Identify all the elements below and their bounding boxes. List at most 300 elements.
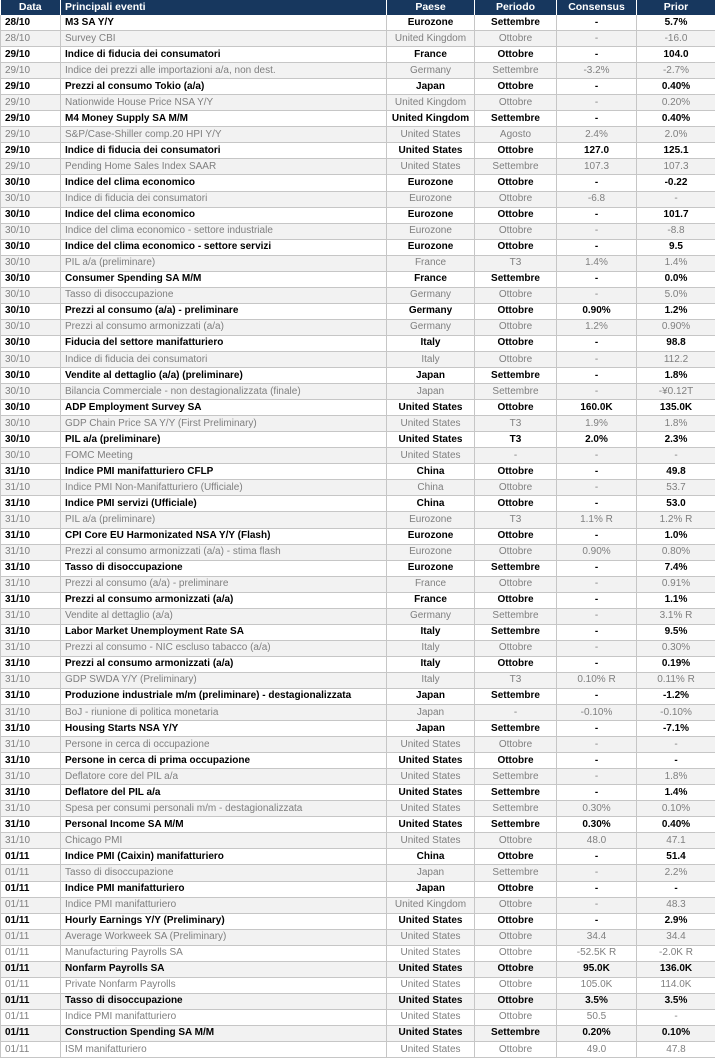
cell-consensus: -: [557, 913, 637, 929]
cell-country: Germany: [387, 287, 475, 303]
cell-date: 31/10: [1, 672, 61, 688]
cell-event: Tasso di disoccupazione: [61, 993, 387, 1009]
cell-prior: -¥0.12T: [637, 384, 715, 400]
cell-prior: 53.0: [637, 496, 715, 512]
cell-event: Prezzi al consumo armonizzati (a/a): [61, 319, 387, 335]
cell-country: United States: [387, 1042, 475, 1058]
cell-consensus: -52.5K R: [557, 945, 637, 961]
cell-country: United States: [387, 913, 475, 929]
cell-period: Ottobre: [475, 47, 557, 63]
cell-date: 30/10: [1, 448, 61, 464]
cell-country: Italy: [387, 624, 475, 640]
cell-country: Eurozone: [387, 528, 475, 544]
cell-date: 31/10: [1, 624, 61, 640]
cell-period: Settembre: [475, 721, 557, 737]
cell-prior: 1.8%: [637, 416, 715, 432]
cell-prior: -16.0: [637, 31, 715, 47]
table-row: [1, 721, 715, 737]
cell-country: United States: [387, 416, 475, 432]
table-row: [1, 608, 715, 624]
cell-event: Prezzi al consumo armonizzati (a/a): [61, 592, 387, 608]
table-row: [1, 993, 715, 1009]
cell-period: Ottobre: [475, 1042, 557, 1058]
cell-country: Germany: [387, 319, 475, 335]
cell-date: 28/10: [1, 15, 61, 31]
cell-event: Prezzi al consumo Tokio (a/a): [61, 79, 387, 95]
cell-consensus: -: [557, 351, 637, 367]
cell-date: 30/10: [1, 416, 61, 432]
cell-consensus: 0.30%: [557, 801, 637, 817]
cell-period: T3: [475, 432, 557, 448]
cell-country: China: [387, 480, 475, 496]
cell-prior: 5.0%: [637, 287, 715, 303]
cell-prior: 1.1%: [637, 592, 715, 608]
cell-consensus: -: [557, 769, 637, 785]
cell-event: Tasso di disoccupazione: [61, 560, 387, 576]
cell-date: 30/10: [1, 191, 61, 207]
cell-prior: -0.22: [637, 175, 715, 191]
cell-event: Housing Starts NSA Y/Y: [61, 721, 387, 737]
cell-event: Indice PMI manifatturiero: [61, 897, 387, 913]
cell-period: Ottobre: [475, 351, 557, 367]
cell-country: Eurozone: [387, 239, 475, 255]
cell-period: Ottobre: [475, 881, 557, 897]
cell-prior: -2.7%: [637, 63, 715, 79]
cell-event: Produzione industriale m/m (preliminare) - destagionalizzata: [61, 688, 387, 704]
table-row: [1, 977, 715, 993]
cell-country: United States: [387, 143, 475, 159]
cell-period: Ottobre: [475, 929, 557, 945]
cell-date: 29/10: [1, 127, 61, 143]
cell-consensus: -: [557, 207, 637, 223]
cell-consensus: -: [557, 47, 637, 63]
cell-prior: 0.19%: [637, 656, 715, 672]
cell-period: Settembre: [475, 111, 557, 127]
cell-event: ADP Employment Survey SA: [61, 400, 387, 416]
cell-event: Indice del clima economico - settore servizi: [61, 239, 387, 255]
cell-consensus: -: [557, 656, 637, 672]
table-row: [1, 1009, 715, 1025]
cell-date: 29/10: [1, 95, 61, 111]
cell-country: United States: [387, 448, 475, 464]
cell-event: Persone in cerca di occupazione: [61, 737, 387, 753]
cell-event: Fiducia del settore manifatturiero: [61, 335, 387, 351]
cell-event: M4 Money Supply SA M/M: [61, 111, 387, 127]
cell-event: Tasso di disoccupazione: [61, 865, 387, 881]
cell-prior: 9.5: [637, 239, 715, 255]
cell-country: United States: [387, 785, 475, 801]
cell-period: Ottobre: [475, 303, 557, 319]
table-row: [1, 31, 715, 47]
cell-date: 29/10: [1, 63, 61, 79]
cell-consensus: -: [557, 95, 637, 111]
cell-consensus: 1.4%: [557, 255, 637, 271]
cell-period: Ottobre: [475, 737, 557, 753]
cell-consensus: -: [557, 239, 637, 255]
cell-date: 31/10: [1, 480, 61, 496]
cell-consensus: 1.9%: [557, 416, 637, 432]
table-row: [1, 175, 715, 191]
cell-date: 30/10: [1, 400, 61, 416]
cell-prior: 2.0%: [637, 127, 715, 143]
table-row: [1, 560, 715, 576]
cell-country: United Kingdom: [387, 111, 475, 127]
cell-date: 01/11: [1, 961, 61, 977]
cell-period: Ottobre: [475, 592, 557, 608]
cell-event: Vendite al dettaglio (a/a) (preliminare): [61, 368, 387, 384]
cell-consensus: 107.3: [557, 159, 637, 175]
cell-period: Ottobre: [475, 480, 557, 496]
table-row: [1, 705, 715, 721]
cell-country: Italy: [387, 335, 475, 351]
table-row: [1, 737, 715, 753]
cell-date: 31/10: [1, 640, 61, 656]
cell-event: GDP Chain Price SA Y/Y (First Preliminary): [61, 416, 387, 432]
cell-consensus: -: [557, 287, 637, 303]
cell-country: Eurozone: [387, 223, 475, 239]
cell-consensus: 0.10% R: [557, 672, 637, 688]
cell-prior: -: [637, 1009, 715, 1025]
cell-date: 01/11: [1, 977, 61, 993]
table-row: [1, 464, 715, 480]
cell-prior: 47.1: [637, 833, 715, 849]
cell-event: Persone in cerca di prima occupazione: [61, 753, 387, 769]
cell-period: Settembre: [475, 688, 557, 704]
cell-date: 31/10: [1, 464, 61, 480]
table-row: [1, 239, 715, 255]
cell-period: Settembre: [475, 817, 557, 833]
cell-date: 01/11: [1, 945, 61, 961]
cell-event: Vendite al dettaglio (a/a): [61, 608, 387, 624]
cell-consensus: 50.5: [557, 1009, 637, 1025]
cell-event: Chicago PMI: [61, 833, 387, 849]
cell-consensus: -: [557, 335, 637, 351]
cell-country: Eurozone: [387, 15, 475, 31]
cell-period: Ottobre: [475, 528, 557, 544]
cell-event: PIL a/a (preliminare): [61, 512, 387, 528]
cell-consensus: -: [557, 368, 637, 384]
table-row: [1, 47, 715, 63]
cell-prior: 7.4%: [637, 560, 715, 576]
cell-prior: 104.0: [637, 47, 715, 63]
cell-date: 31/10: [1, 769, 61, 785]
table-row: [1, 1025, 715, 1041]
cell-country: France: [387, 576, 475, 592]
cell-period: Ottobre: [475, 400, 557, 416]
cell-consensus: -: [557, 640, 637, 656]
cell-prior: 0.20%: [637, 95, 715, 111]
cell-event: Labor Market Unemployment Rate SA: [61, 624, 387, 640]
cell-period: T3: [475, 512, 557, 528]
cell-consensus: -: [557, 753, 637, 769]
header-row: [1, 0, 715, 15]
table-row: [1, 929, 715, 945]
cell-country: United States: [387, 961, 475, 977]
table-row: [1, 913, 715, 929]
cell-prior: 0.91%: [637, 576, 715, 592]
cell-date: 31/10: [1, 608, 61, 624]
cell-consensus: 0.90%: [557, 303, 637, 319]
table-row: [1, 207, 715, 223]
table-row: [1, 753, 715, 769]
cell-consensus: 160.0K: [557, 400, 637, 416]
cell-period: Ottobre: [475, 640, 557, 656]
cell-date: 01/11: [1, 849, 61, 865]
cell-prior: 135.0K: [637, 400, 715, 416]
cell-country: Italy: [387, 640, 475, 656]
table-row: [1, 448, 715, 464]
cell-prior: -1.2%: [637, 688, 715, 704]
cell-event: Indice PMI servizi (Ufficiale): [61, 496, 387, 512]
table-row: [1, 319, 715, 335]
cell-consensus: -: [557, 576, 637, 592]
cell-period: Ottobre: [475, 977, 557, 993]
cell-country: United States: [387, 993, 475, 1009]
cell-event: Private Nonfarm Payrolls: [61, 977, 387, 993]
cell-consensus: -: [557, 448, 637, 464]
cell-event: Indice di fiducia dei consumatori: [61, 351, 387, 367]
cell-date: 29/10: [1, 79, 61, 95]
cell-prior: 47.8: [637, 1042, 715, 1058]
cell-country: Japan: [387, 79, 475, 95]
cell-date: 01/11: [1, 913, 61, 929]
cell-prior: 0.40%: [637, 79, 715, 95]
table-row: [1, 865, 715, 881]
cell-event: Construction Spending SA M/M: [61, 1025, 387, 1041]
cell-country: United States: [387, 127, 475, 143]
cell-date: 31/10: [1, 512, 61, 528]
cell-period: Ottobre: [475, 335, 557, 351]
cell-consensus: -6.8: [557, 191, 637, 207]
cell-country: United States: [387, 833, 475, 849]
cell-event: Indice PMI manifatturiero CFLP: [61, 464, 387, 480]
cell-period: Ottobre: [475, 833, 557, 849]
cell-date: 30/10: [1, 207, 61, 223]
cell-consensus: 34.4: [557, 929, 637, 945]
cell-country: Japan: [387, 688, 475, 704]
cell-prior: 0.10%: [637, 801, 715, 817]
cell-event: Indice di fiducia dei consumatori: [61, 47, 387, 63]
cell-prior: 0.11% R: [637, 672, 715, 688]
cell-prior: 1.4%: [637, 255, 715, 271]
cell-prior: -2.0K R: [637, 945, 715, 961]
table-row: [1, 303, 715, 319]
cell-period: Ottobre: [475, 207, 557, 223]
table-row: [1, 191, 715, 207]
cell-consensus: -: [557, 464, 637, 480]
cell-event: Tasso di disoccupazione: [61, 287, 387, 303]
cell-period: T3: [475, 672, 557, 688]
cell-country: Japan: [387, 368, 475, 384]
cell-consensus: -: [557, 897, 637, 913]
cell-country: United Kingdom: [387, 897, 475, 913]
cell-date: 30/10: [1, 432, 61, 448]
table-row: [1, 961, 715, 977]
cell-date: 30/10: [1, 175, 61, 191]
cell-event: BoJ - riunione di politica monetaria: [61, 705, 387, 721]
cell-date: 31/10: [1, 785, 61, 801]
cell-country: China: [387, 849, 475, 865]
cell-consensus: -: [557, 881, 637, 897]
cell-event: FOMC Meeting: [61, 448, 387, 464]
cell-period: Settembre: [475, 1025, 557, 1041]
table-row: [1, 432, 715, 448]
cell-period: Settembre: [475, 15, 557, 31]
header-country: Paese: [387, 0, 475, 15]
cell-date: 31/10: [1, 592, 61, 608]
cell-consensus: -: [557, 175, 637, 191]
cell-date: 01/11: [1, 881, 61, 897]
cell-consensus: -: [557, 560, 637, 576]
cell-consensus: 3.5%: [557, 993, 637, 1009]
cell-date: 01/11: [1, 929, 61, 945]
cell-event: Manufacturing Payrolls SA: [61, 945, 387, 961]
cell-date: 31/10: [1, 705, 61, 721]
cell-consensus: -: [557, 608, 637, 624]
cell-country: United States: [387, 1025, 475, 1041]
cell-consensus: -: [557, 79, 637, 95]
cell-event: Bilancia Commerciale - non destagionalizzata (finale): [61, 384, 387, 400]
cell-consensus: -: [557, 480, 637, 496]
table-row: [1, 95, 715, 111]
cell-country: United Kingdom: [387, 95, 475, 111]
cell-date: 01/11: [1, 1025, 61, 1041]
header-period: Periodo: [475, 0, 557, 15]
table-row: [1, 368, 715, 384]
cell-consensus: -: [557, 111, 637, 127]
table-row: [1, 528, 715, 544]
cell-event: Deflatore del PIL a/a: [61, 785, 387, 801]
cell-consensus: -: [557, 271, 637, 287]
cell-event: Consumer Spending SA M/M: [61, 271, 387, 287]
cell-date: 29/10: [1, 159, 61, 175]
table-row: [1, 335, 715, 351]
cell-prior: 1.2% R: [637, 512, 715, 528]
cell-prior: 1.8%: [637, 769, 715, 785]
cell-prior: 2.3%: [637, 432, 715, 448]
cell-date: 30/10: [1, 335, 61, 351]
cell-prior: 0.80%: [637, 544, 715, 560]
cell-period: Settembre: [475, 624, 557, 640]
cell-country: Eurozone: [387, 191, 475, 207]
cell-period: Ottobre: [475, 993, 557, 1009]
cell-event: PIL a/a (preliminare): [61, 432, 387, 448]
cell-event: S&P/Case-Shiller comp.20 HPI Y/Y: [61, 127, 387, 143]
cell-country: Eurozone: [387, 512, 475, 528]
cell-period: Agosto: [475, 127, 557, 143]
cell-event: Indice PMI manifatturiero: [61, 881, 387, 897]
cell-prior: 2.9%: [637, 913, 715, 929]
cell-prior: 0.10%: [637, 1025, 715, 1041]
cell-consensus: -0.10%: [557, 705, 637, 721]
cell-period: Settembre: [475, 865, 557, 881]
table-row: [1, 255, 715, 271]
cell-period: Settembre: [475, 63, 557, 79]
cell-period: Settembre: [475, 785, 557, 801]
cell-date: 01/11: [1, 1042, 61, 1058]
cell-consensus: 2.0%: [557, 432, 637, 448]
cell-event: M3 SA Y/Y: [61, 15, 387, 31]
cell-period: Ottobre: [475, 496, 557, 512]
table-row: [1, 496, 715, 512]
cell-date: 01/11: [1, 897, 61, 913]
cell-period: T3: [475, 255, 557, 271]
cell-date: 29/10: [1, 143, 61, 159]
cell-consensus: -: [557, 624, 637, 640]
cell-period: Ottobre: [475, 143, 557, 159]
cell-prior: -: [637, 191, 715, 207]
table-row: [1, 271, 715, 287]
table-row: [1, 945, 715, 961]
table-row: [1, 416, 715, 432]
table-row: [1, 785, 715, 801]
cell-country: United States: [387, 769, 475, 785]
cell-prior: 112.2: [637, 351, 715, 367]
cell-consensus: 127.0: [557, 143, 637, 159]
cell-date: 31/10: [1, 656, 61, 672]
cell-country: United States: [387, 753, 475, 769]
table-row: [1, 849, 715, 865]
cell-period: Settembre: [475, 560, 557, 576]
cell-country: France: [387, 271, 475, 287]
cell-consensus: -: [557, 865, 637, 881]
cell-prior: 9.5%: [637, 624, 715, 640]
cell-date: 30/10: [1, 319, 61, 335]
table-row: [1, 287, 715, 303]
cell-event: Indice di fiducia dei consumatori: [61, 191, 387, 207]
table-row: [1, 656, 715, 672]
cell-event: Prezzi al consumo armonizzati (a/a): [61, 656, 387, 672]
cell-consensus: 2.4%: [557, 127, 637, 143]
cell-period: Ottobre: [475, 544, 557, 560]
cell-country: United States: [387, 1009, 475, 1025]
cell-consensus: 1.2%: [557, 319, 637, 335]
cell-consensus: -: [557, 849, 637, 865]
cell-event: Prezzi al consumo - NIC escluso tabacco (a/a): [61, 640, 387, 656]
cell-period: Ottobre: [475, 1009, 557, 1025]
cell-prior: 3.1% R: [637, 608, 715, 624]
cell-prior: 1.2%: [637, 303, 715, 319]
table-row: [1, 624, 715, 640]
cell-prior: 34.4: [637, 929, 715, 945]
cell-consensus: 105.0K: [557, 977, 637, 993]
cell-date: 31/10: [1, 737, 61, 753]
table-row: [1, 351, 715, 367]
cell-period: Ottobre: [475, 656, 557, 672]
cell-prior: 0.30%: [637, 640, 715, 656]
cell-period: Ottobre: [475, 849, 557, 865]
cell-date: 01/11: [1, 865, 61, 881]
cell-period: Settembre: [475, 801, 557, 817]
cell-country: Eurozone: [387, 175, 475, 191]
cell-period: Ottobre: [475, 239, 557, 255]
table-row: [1, 576, 715, 592]
cell-date: 30/10: [1, 384, 61, 400]
cell-event: PIL a/a (preliminare): [61, 255, 387, 271]
cell-date: 31/10: [1, 801, 61, 817]
cell-date: 01/11: [1, 993, 61, 1009]
cell-consensus: 49.0: [557, 1042, 637, 1058]
table-row: [1, 63, 715, 79]
cell-country: United States: [387, 929, 475, 945]
cell-country: Italy: [387, 351, 475, 367]
cell-prior: -: [637, 737, 715, 753]
cell-event: Survey CBI: [61, 31, 387, 47]
cell-prior: 1.0%: [637, 528, 715, 544]
cell-prior: -: [637, 881, 715, 897]
table-row: [1, 127, 715, 143]
cell-date: 31/10: [1, 496, 61, 512]
